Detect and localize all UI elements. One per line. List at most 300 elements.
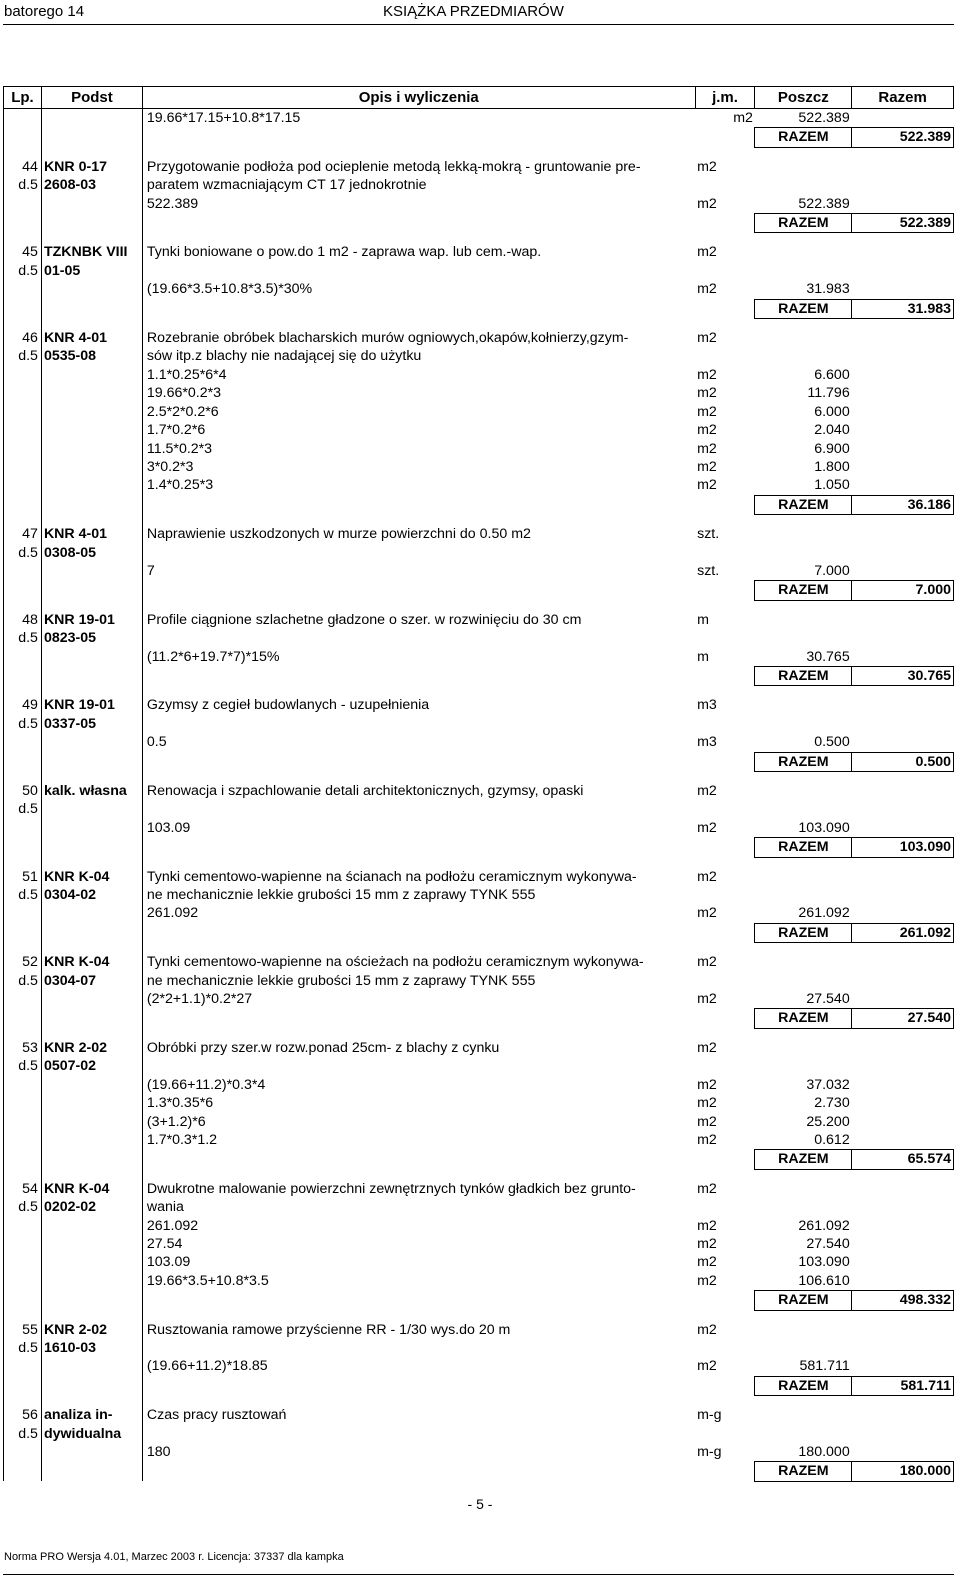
empty-cell xyxy=(852,1169,954,1180)
empty-cell xyxy=(755,868,852,905)
empty-cell xyxy=(142,1462,695,1481)
podst-line: KNR 19-01 xyxy=(43,697,115,714)
empty-cell xyxy=(695,1009,755,1028)
item-title-row xyxy=(4,953,954,990)
calc-expression: 1.3*0.35*6 xyxy=(146,1095,214,1112)
empty-cell xyxy=(852,772,954,783)
empty-cell xyxy=(755,1180,852,1217)
calc-value: 2.730 xyxy=(814,1095,850,1112)
calc-value: 103.090 xyxy=(798,1254,850,1271)
item-gap xyxy=(4,857,954,868)
empty-cell xyxy=(852,366,954,384)
podst-cell xyxy=(41,1310,142,1321)
empty-cell xyxy=(142,923,695,942)
calc-value: 31.983 xyxy=(806,281,850,298)
item-gap xyxy=(4,600,954,611)
empty-cell xyxy=(852,1235,954,1253)
lp-suffix: d.5 xyxy=(18,972,38,989)
empty-cell xyxy=(852,1443,954,1462)
podst-line: KNR 2-02 xyxy=(43,1321,108,1338)
calc-value: 27.540 xyxy=(806,1235,850,1252)
empty-cell xyxy=(755,1406,852,1443)
empty-cell xyxy=(142,686,695,697)
calc-unit: m2 xyxy=(697,477,717,494)
podst-line: 0535-08 xyxy=(43,348,97,365)
empty-cell xyxy=(852,421,954,439)
description-line: Dwukrotne malowanie powierzchni zewnętrznych tynków gładkich bez grunto- xyxy=(146,1180,636,1197)
calc-value: 103.090 xyxy=(798,819,850,836)
item-gap xyxy=(4,772,954,783)
calc-row xyxy=(4,819,954,838)
description-line: Tynki cementowo-wapienne na ścianach na podłożu ceramicznym wykonywa- xyxy=(146,868,637,885)
calc-expression: 1.7*0.3*1.2 xyxy=(146,1131,218,1148)
podst-cell xyxy=(41,857,142,868)
empty-cell xyxy=(142,1376,695,1395)
podst-cell xyxy=(41,943,142,954)
empty-cell xyxy=(695,838,755,857)
empty-cell xyxy=(755,696,852,733)
lp-cell xyxy=(4,1357,42,1376)
lp-cell xyxy=(4,1076,42,1094)
razem-value: 180.000 xyxy=(852,1462,954,1481)
empty-cell xyxy=(755,515,852,526)
empty-cell xyxy=(142,214,695,233)
item-title-row xyxy=(4,611,954,648)
calc-row xyxy=(4,280,954,299)
item-description xyxy=(142,243,695,280)
description-line: Tynki boniowane o pow.do 1 m2 - zaprawa wap. lub cem.-wap. xyxy=(146,244,542,261)
lp-cell xyxy=(4,515,42,526)
item-description xyxy=(142,868,695,905)
podst-line: KNR 0-17 xyxy=(43,158,108,175)
calc-value: 261.092 xyxy=(798,1217,850,1234)
empty-cell xyxy=(852,458,954,476)
calc-row xyxy=(4,1443,954,1462)
podst-cell xyxy=(41,1094,142,1112)
razem-label: RAZEM xyxy=(755,128,852,147)
lp-cell xyxy=(4,195,42,214)
podst-cell xyxy=(41,458,142,476)
footer-text: Norma PRO Wersja 4.01, Marzec 2003 r. Licencja: 37337 dla kampka xyxy=(4,1551,344,1563)
podst-cell xyxy=(41,214,142,233)
description-line: Rusztowania ramowe przyścienne RR - 1/30 wys.do 20 m xyxy=(146,1321,511,1338)
empty-cell xyxy=(852,1217,954,1235)
calc-expression: 261.092 xyxy=(146,905,199,922)
calc-row xyxy=(4,1235,954,1253)
empty-cell xyxy=(755,772,852,783)
col-header-jm: j.m. xyxy=(695,87,755,109)
item-description xyxy=(142,611,695,648)
empty-cell xyxy=(755,233,852,244)
calc-unit: m2 xyxy=(697,1358,717,1375)
item-gap xyxy=(4,147,954,158)
podst-line: 0304-07 xyxy=(43,972,97,989)
header-left: batorego 14 xyxy=(4,3,85,20)
col-header-opis: Opis i wyliczenia xyxy=(142,87,695,109)
razem-label: RAZEM xyxy=(755,581,852,600)
lp-number: 44 xyxy=(22,158,38,175)
lp-number: 45 xyxy=(22,244,38,261)
empty-cell xyxy=(852,243,954,280)
lp-cell xyxy=(4,923,42,942)
item-lp xyxy=(4,1321,42,1358)
item-lp xyxy=(4,953,42,990)
razem-value: 0.500 xyxy=(852,752,954,771)
item-gap xyxy=(4,515,954,526)
lp-cell xyxy=(4,1291,42,1310)
item-description xyxy=(142,696,695,733)
empty-cell xyxy=(142,943,695,954)
lp-number: 47 xyxy=(22,526,38,543)
item-unit: szt. xyxy=(697,526,720,543)
calc-unit: m-g xyxy=(697,1444,722,1460)
lp-cell xyxy=(4,366,42,384)
empty-cell xyxy=(852,1310,954,1321)
razem-label: RAZEM xyxy=(755,214,852,233)
item-title-row xyxy=(4,868,954,905)
empty-cell xyxy=(755,782,852,819)
calc-expression: 11.5*0.2*3 xyxy=(146,440,213,457)
item-unit: m3 xyxy=(697,697,717,714)
item-podst xyxy=(41,525,142,562)
lp-cell xyxy=(4,458,42,476)
item-gap xyxy=(4,319,954,330)
calc-expression: 1.7*0.2*6 xyxy=(146,422,206,439)
lp-suffix: d.5 xyxy=(18,177,38,194)
empty-cell xyxy=(852,1028,954,1039)
lp-suffix: d.5 xyxy=(18,630,38,647)
item-unit: m2 xyxy=(697,1180,717,1197)
podst-cell xyxy=(41,1443,142,1462)
item-podst xyxy=(41,329,142,366)
empty-cell xyxy=(142,772,695,783)
item-lp xyxy=(4,868,42,905)
item-description xyxy=(142,1321,695,1358)
calc-expression: (3+1.2)*6 xyxy=(146,1113,206,1130)
razem-label: RAZEM xyxy=(755,495,852,514)
empty-cell xyxy=(852,696,954,733)
empty-cell xyxy=(852,1321,954,1358)
razem-value: 7.000 xyxy=(852,581,954,600)
podst-cell xyxy=(41,819,142,838)
lp-number: 53 xyxy=(22,1039,38,1056)
lp-cell xyxy=(4,1131,42,1150)
razem-row xyxy=(4,1009,954,1028)
podst-cell xyxy=(41,772,142,783)
estimate-table xyxy=(3,86,954,1482)
calc-value: 25.200 xyxy=(806,1113,850,1130)
empty-cell xyxy=(852,953,954,990)
razem-label: RAZEM xyxy=(755,1291,852,1310)
calc-value: 180.000 xyxy=(798,1444,850,1460)
empty-cell xyxy=(852,319,954,330)
empty-cell xyxy=(755,611,852,648)
razem-value: 30.765 xyxy=(852,666,954,685)
empty-cell xyxy=(695,319,755,330)
lp-cell xyxy=(4,1376,42,1395)
item-title-row xyxy=(4,1406,954,1443)
calc-row xyxy=(4,1253,954,1271)
calc-unit: m2 xyxy=(697,905,717,922)
empty-cell xyxy=(755,1321,852,1358)
table-header-row xyxy=(4,87,954,109)
lp-cell xyxy=(4,280,42,299)
lp-cell xyxy=(4,1462,42,1481)
calc-row xyxy=(4,1076,954,1094)
empty-cell xyxy=(852,733,954,752)
lp-cell xyxy=(4,1113,42,1131)
lp-number: 54 xyxy=(22,1180,38,1197)
description-line: wania xyxy=(146,1199,184,1216)
item-podst xyxy=(41,696,142,733)
description-line: Profile ciągnione szlachetne gładzone o szer. w rozwinięciu do 30 cm xyxy=(146,611,582,628)
empty-cell xyxy=(755,857,852,868)
podst-line: kalk. własna xyxy=(43,783,127,799)
podst-cell xyxy=(41,299,142,318)
razem-value: 522.389 xyxy=(852,128,954,147)
item-gap xyxy=(4,1028,954,1039)
podst-cell xyxy=(41,1028,142,1039)
podst-cell xyxy=(41,904,142,923)
lp-suffix: d.5 xyxy=(18,348,38,365)
podst-cell xyxy=(41,1113,142,1131)
calc-unit: m2 xyxy=(697,1254,717,1271)
calc-expression: 103.09 xyxy=(146,1254,191,1271)
podst-line: 0507-02 xyxy=(43,1058,97,1075)
item-lp xyxy=(4,782,42,819)
podst-cell xyxy=(41,440,142,458)
calc-expression: 7 xyxy=(146,562,155,579)
lp-cell xyxy=(4,1443,42,1462)
empty-cell xyxy=(142,233,695,244)
table-body xyxy=(4,109,954,1482)
empty-cell xyxy=(695,1150,755,1169)
empty-cell xyxy=(852,1076,954,1094)
lp-cell xyxy=(4,476,42,495)
razem-row xyxy=(4,666,954,685)
calc-unit: m2 xyxy=(697,1235,717,1252)
lp-cell xyxy=(4,666,42,685)
carry-jm: m2 xyxy=(733,110,753,126)
lp-cell xyxy=(4,403,42,421)
podst-cell xyxy=(41,495,142,514)
empty-cell xyxy=(142,1150,695,1169)
empty-cell xyxy=(695,1462,755,1481)
description-line: ne mechanicznie lekkie grubości 15 mm z zaprawy TYNK 555 xyxy=(146,887,536,904)
empty-cell xyxy=(852,1113,954,1131)
empty-cell xyxy=(695,1169,755,1180)
podst-line: KNR 2-02 xyxy=(43,1039,108,1056)
empty-cell xyxy=(852,329,954,366)
lp-cell xyxy=(4,421,42,439)
item-description xyxy=(142,1180,695,1217)
item-unit: m2 xyxy=(697,783,717,799)
empty-cell xyxy=(695,752,755,771)
lp-suffix: d.5 xyxy=(18,1199,38,1216)
podst-cell xyxy=(41,562,142,581)
podst-cell xyxy=(41,581,142,600)
col-header-lp: Lp. xyxy=(4,87,42,109)
razem-label: RAZEM xyxy=(755,1462,852,1481)
podst-cell xyxy=(41,421,142,439)
calc-row xyxy=(4,1357,954,1376)
lp-cell xyxy=(4,838,42,857)
calc-unit: m2 xyxy=(697,458,717,475)
item-title-row xyxy=(4,243,954,280)
lp-cell xyxy=(4,1217,42,1235)
podst-cell xyxy=(41,319,142,330)
razem-label: RAZEM xyxy=(755,299,852,318)
empty-cell xyxy=(852,1272,954,1291)
calc-expression: 27.54 xyxy=(146,1235,183,1252)
item-title-row xyxy=(4,696,954,733)
razem-label: RAZEM xyxy=(755,1150,852,1169)
empty-cell xyxy=(142,319,695,330)
empty-cell xyxy=(852,990,954,1009)
calc-value: 27.540 xyxy=(806,991,850,1008)
empty-cell xyxy=(695,214,755,233)
empty-cell xyxy=(142,666,695,685)
calc-expression: 1.1*0.25*6*4 xyxy=(146,366,227,383)
empty-cell xyxy=(852,868,954,905)
calc-value: 1.050 xyxy=(814,477,850,494)
item-gap xyxy=(4,943,954,954)
lp-number: 51 xyxy=(22,868,38,885)
podst-cell xyxy=(41,600,142,611)
calc-expression: 261.092 xyxy=(146,1217,199,1234)
calc-value: 106.610 xyxy=(798,1272,850,1289)
podst-cell xyxy=(41,1009,142,1028)
empty-cell xyxy=(695,1396,755,1407)
carry-calc: 19.66*17.15+10.8*17.15 xyxy=(146,110,301,126)
description-line: Przygotowanie podłoża pod ocieplenie metodą lekką-mokrą - gruntowanie pre- xyxy=(146,158,641,175)
razem-label: RAZEM xyxy=(755,666,852,685)
razem-value: 103.090 xyxy=(852,838,954,857)
podst-cell xyxy=(41,1291,142,1310)
item-lp xyxy=(4,696,42,733)
header-divider xyxy=(3,24,954,25)
empty-cell xyxy=(695,1310,755,1321)
item-lp xyxy=(4,243,42,280)
calc-value: 30.765 xyxy=(806,648,850,665)
podst-cell xyxy=(41,1235,142,1253)
description-line: ne mechanicznie lekkie grubości 15 mm z zaprawy TYNK 555 xyxy=(146,972,536,989)
lp-cell xyxy=(4,1009,42,1028)
description-line: Renowacja i szpachlowanie detali architektonicznych, gzymsy, opaski xyxy=(146,783,584,799)
lp-cell xyxy=(4,233,42,244)
calc-row xyxy=(4,733,954,752)
calc-row xyxy=(4,1272,954,1291)
empty-cell xyxy=(142,1396,695,1407)
lp-cell xyxy=(4,495,42,514)
podst-cell xyxy=(41,733,142,752)
empty-cell xyxy=(852,648,954,667)
podst-cell xyxy=(41,990,142,1009)
item-podst xyxy=(41,782,142,819)
razem-label: RAZEM xyxy=(755,752,852,771)
item-gap xyxy=(4,1310,954,1321)
razem-row xyxy=(4,495,954,514)
item-podst xyxy=(41,1321,142,1358)
calc-expression: 180 xyxy=(146,1444,171,1460)
empty-cell xyxy=(695,923,755,942)
empty-cell xyxy=(755,943,852,954)
podst-cell xyxy=(41,1076,142,1094)
razem-label: RAZEM xyxy=(755,1376,852,1395)
podst-line: 0823-05 xyxy=(43,630,97,647)
podst-cell xyxy=(41,1272,142,1291)
item-lp xyxy=(4,525,42,562)
carry-poszcz: 522.389 xyxy=(798,110,850,126)
lp-suffix: d.5 xyxy=(18,887,38,904)
podst-cell xyxy=(41,666,142,685)
calc-value: 37.032 xyxy=(806,1076,850,1093)
podst-line: dywidualna xyxy=(43,1425,122,1442)
razem-row xyxy=(4,838,954,857)
podst-cell xyxy=(41,1169,142,1180)
calc-value: 2.040 xyxy=(814,422,850,439)
podst-cell xyxy=(41,1131,142,1150)
header-title: KSIĄŻKA PRZEDMIARÓW xyxy=(383,3,564,20)
calc-expression: (11.2*6+19.7*7)*15% xyxy=(146,648,280,665)
lp-number: 49 xyxy=(22,697,38,714)
calc-row xyxy=(4,476,954,495)
razem-value: 31.983 xyxy=(852,299,954,318)
calc-unit: m3 xyxy=(697,734,717,751)
empty-cell xyxy=(852,233,954,244)
podst-cell xyxy=(41,384,142,402)
razem-value: 65.574 xyxy=(852,1150,954,1169)
lp-cell xyxy=(4,904,42,923)
podst-cell xyxy=(41,280,142,299)
empty-cell xyxy=(755,686,852,697)
empty-cell xyxy=(852,782,954,819)
item-unit: m2 xyxy=(697,330,717,347)
podst-line: TZKNBK VIII xyxy=(43,244,128,261)
lp-cell xyxy=(4,990,42,1009)
empty-cell xyxy=(755,525,852,562)
podst-line: KNR 4-01 xyxy=(43,526,108,543)
empty-cell xyxy=(852,857,954,868)
empty-cell xyxy=(755,1396,852,1407)
empty-cell xyxy=(852,158,954,195)
lp-cell xyxy=(4,384,42,402)
empty-cell xyxy=(142,1310,695,1321)
item-unit: m-g xyxy=(697,1407,722,1424)
calc-row xyxy=(4,403,954,421)
calc-unit: m2 xyxy=(697,1076,717,1093)
calc-expression: 1.4*0.25*3 xyxy=(146,477,214,494)
item-title-row xyxy=(4,158,954,195)
calc-expression: 3*0.2*3 xyxy=(146,458,194,475)
item-title-row xyxy=(4,1321,954,1358)
item-description xyxy=(142,158,695,195)
empty-cell xyxy=(852,403,954,421)
razem-label: RAZEM xyxy=(755,923,852,942)
item-unit: m2 xyxy=(697,1321,717,1338)
razem-row xyxy=(4,1291,954,1310)
razem-value: 498.332 xyxy=(852,1291,954,1310)
calc-value: 6.900 xyxy=(814,440,850,457)
item-description xyxy=(142,782,695,819)
podst-cell xyxy=(41,838,142,857)
calc-expression: 0.5 xyxy=(146,734,167,751)
empty-cell xyxy=(142,1169,695,1180)
lp-number: 56 xyxy=(22,1407,38,1424)
podst-line: 0304-02 xyxy=(43,887,97,904)
podst-cell xyxy=(41,1462,142,1481)
podst-cell xyxy=(41,195,142,214)
